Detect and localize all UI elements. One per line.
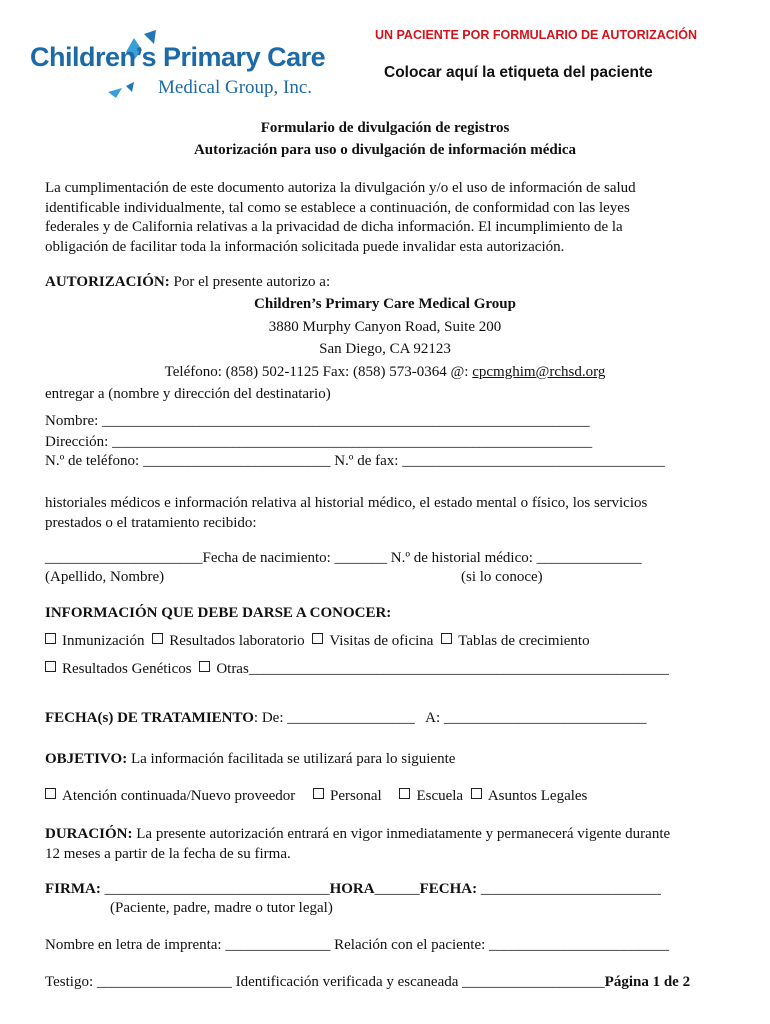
purpose-options-row [45, 788, 587, 805]
treatment-to-field[interactable]: ___________________________ [443, 710, 647, 726]
logo [30, 30, 330, 105]
personal-label: Personal [330, 788, 382, 804]
treatment-from-label: : De: [253, 710, 288, 726]
duration-label: DURACIÓN: [45, 826, 133, 842]
continued-care-checkbox[interactable] [45, 788, 56, 799]
info-options-row-2 [45, 661, 669, 678]
duration-line-2: 12 meses a partir de la fecha de su firma. [45, 845, 291, 862]
org-name: Children’s Primary Care Medical Group [254, 296, 516, 312]
intro-line: obligación de facilitar toda la información solicitada puede invalidar esta autorización. [45, 238, 565, 255]
org-address-1: 3880 Murphy Canyon Road, Suite 200 [268, 319, 502, 335]
immunization-checkbox[interactable] [45, 633, 56, 644]
printed-name-field[interactable]: ______________ [225, 937, 331, 953]
recipient-address-label: Dirección: [45, 434, 113, 450]
witness-field[interactable]: __________________ [96, 974, 232, 990]
id-verified-label: Identificación verificada y escaneada [231, 974, 463, 990]
purpose-row [45, 751, 455, 768]
logo-main-text: Children’s Primary Care [30, 42, 326, 72]
recipient-name-label: Nombre: [45, 413, 103, 429]
records-line: historiales médicos e información relativa al historial médico, el estado mental o físico, los servicios [45, 495, 648, 511]
treatment-to-label: A: [414, 710, 444, 726]
logo-sub-text: Medical Group, Inc. [158, 77, 313, 98]
office-visits-label: Visitas de oficina [329, 633, 434, 649]
authorization-text: Por el presente autorizo a: [173, 274, 331, 290]
relationship-label: Relación con el paciente: [330, 937, 490, 953]
intro-line: identificable individualmente, tal como se establece a continuación, de conformidad con las leyes [45, 199, 630, 216]
growth-charts-label: Tablas de crecimiento [458, 633, 590, 649]
deliver-to-label: entregar a (nombre y dirección del destinatario) [45, 386, 331, 402]
lab-results-checkbox[interactable] [152, 633, 163, 644]
patient-label-area[interactable]: Colocar aquí la etiqueta del paciente [384, 64, 653, 81]
legal-label: Asuntos Legales [487, 788, 588, 804]
id-verified-field[interactable]: ___________________ [462, 974, 605, 990]
recipient-phone-fax-row [45, 453, 665, 470]
records-description [45, 494, 725, 533]
legal-checkbox[interactable] [471, 788, 482, 799]
other-field[interactable]: ________________________________________________________ [248, 661, 669, 677]
date-label: FECHA: [419, 881, 481, 897]
signature-hint: (Paciente, padre, madre o tutor legal) [110, 900, 333, 916]
genetic-results-checkbox[interactable] [45, 661, 56, 672]
printed-name-row [45, 937, 669, 954]
recipient-phone-field[interactable]: _________________________ [142, 453, 331, 469]
signature-row [45, 881, 661, 898]
form-title: Formulario de divulgación de registros [260, 120, 510, 136]
time-label: HORA [329, 881, 375, 897]
signature-label: FIRMA: [45, 881, 105, 897]
info-options-row-1 [45, 633, 590, 650]
recipient-phone-label: N.º de teléfono: [45, 453, 143, 469]
page-number: Página 1 de 2 [604, 974, 691, 990]
recipient-address-field[interactable]: ________________________________________________________________ [112, 434, 593, 450]
org-address-2: San Diego, CA 92123 [319, 341, 451, 357]
continued-care-label: Atención continuada/Nuevo proveedor [62, 788, 296, 804]
immunization-label: Inmunización [62, 633, 145, 649]
school-checkbox[interactable] [399, 788, 410, 799]
intro-line: federales y de California relativas a la privacidad de dicha información. El incumplimiento de la [45, 219, 623, 235]
info-heading: INFORMACIÓN QUE DEBE DARSE A CONOCER: [45, 605, 392, 621]
date-field[interactable]: ________________________ [480, 881, 661, 897]
recipient-name-row [45, 413, 590, 430]
duration-line: La presente autorización entrará en vigor inmediatamente y permanecerá vigente durante [132, 826, 671, 842]
record-number-hint: (si lo conoce) [461, 569, 543, 585]
other-checkbox[interactable] [199, 661, 210, 672]
other-label: Otras [216, 661, 249, 677]
intro-paragraph [45, 179, 725, 257]
treatment-from-field[interactable]: _________________ [287, 710, 415, 726]
genetic-results-label: Resultados Genéticos [62, 661, 192, 677]
one-patient-notice: UN PACIENTE POR FORMULARIO DE AUTORIZACIÓN [375, 28, 697, 42]
growth-charts-checkbox[interactable] [441, 633, 452, 644]
witness-label: Testigo: [45, 974, 97, 990]
printed-name-label: Nombre en letra de imprenta: [45, 937, 226, 953]
records-line: prestados o el tratamiento recibido: [45, 514, 257, 531]
treatment-dates-row [45, 710, 646, 727]
intro-line: La cumplimentación de este documento autoriza la divulgación y/o el uso de información de salud [45, 180, 636, 196]
recipient-fax-field[interactable]: ___________________________________ [402, 453, 665, 469]
org-contact [45, 364, 725, 381]
logo-small-shape [126, 82, 134, 92]
recipient-address-row [45, 434, 592, 451]
form-subtitle: Autorización para uso o divulgación de información médica [193, 142, 577, 158]
relationship-field[interactable]: ________________________ [489, 937, 670, 953]
office-visits-checkbox[interactable] [312, 633, 323, 644]
personal-checkbox[interactable] [313, 788, 324, 799]
purpose-label: OBJETIVO: [45, 751, 128, 767]
authorization-line [45, 274, 330, 291]
purpose-text: La información facilitada se utilizará para lo siguiente [127, 751, 456, 767]
lab-results-label: Resultados laboratorio [169, 633, 305, 649]
patient-info-field[interactable]: _____________________Fecha de nacimiento: _______ N.º de historial médico: ______________ [45, 550, 642, 566]
org-email-link[interactable]: cpcmghim@rchsd.org [472, 364, 606, 380]
logo-triangle-shape [108, 88, 122, 98]
patient-name-hint: (Apellido, Nombre) [45, 569, 165, 585]
duration-paragraph [45, 825, 725, 864]
treatment-dates-label: FECHA(s) DE TRATAMIENTO [45, 710, 254, 726]
signature-field[interactable]: ______________________________ [104, 881, 330, 897]
recipient-fax-label: N.º de fax: [330, 453, 403, 469]
time-field[interactable]: ______ [374, 881, 420, 897]
org-phone-fax: Teléfono: (858) 502-1125 Fax: (858) 573-0364 @: [164, 364, 473, 380]
recipient-name-field[interactable]: _________________________________________________________________ [102, 413, 590, 429]
authorization-label: AUTORIZACIÓN: [45, 274, 170, 290]
school-label: Escuela [416, 788, 464, 804]
witness-row [45, 974, 690, 991]
